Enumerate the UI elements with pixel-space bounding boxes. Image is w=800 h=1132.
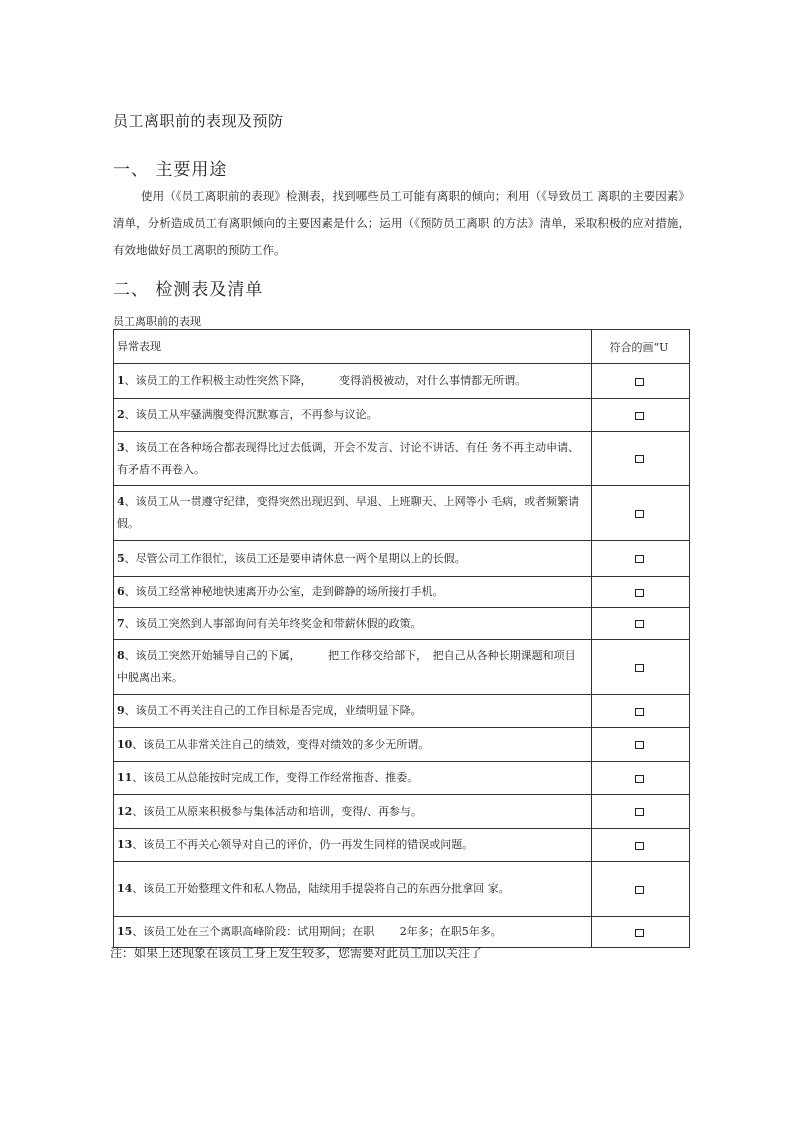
behavior-text [114,640,592,695]
match-cell [592,541,690,577]
table-row [114,695,690,728]
item-text: 、该员工的工作积极主动性突然下降， 变得消极被动，对什么事情都无所谓。 [124,374,527,387]
behavior-text [114,917,592,948]
item-number: 14 [117,882,133,895]
behavior-text [114,695,592,728]
item-number: 8 [117,649,125,662]
item-text: 、该员工从牢骚满腹变得沉默寡言，不再参与议论。 [124,408,378,421]
match-cell [592,432,690,486]
item-text: 、该员工突然开始辅导自己的下属， 把工作移交给部下， 把自己从各种长期课题和项目中脱离出来。 [117,649,576,684]
section-heading-purpose: 一、 主要用途 [113,160,228,180]
item-text: 、该员工从非常关注自己的绩效，变得对绩效的多少无所谓。 [132,737,430,751]
item-number: 5 [117,551,125,565]
table-row [114,795,690,829]
item-number: 3 [117,440,125,454]
match-cell [592,795,690,829]
header-behavior: 异常表现 [114,330,592,364]
table-row [114,486,690,541]
checkbox[interactable] [635,620,644,628]
item-text: 、该员工突然到人事部询问有关年终奖金和带薪休假的政策。 [124,616,422,630]
item-number: 4 [117,495,125,508]
item-text: 、该员工从总能按时完成工作，变得工作经常拖沓、推委。 [132,771,419,784]
match-cell [592,728,690,762]
item-text: 、该员工开始整理文件和私人物品，陆续用手提袋将自己的东西分批拿回 家。 [132,882,510,895]
item-number: 11 [117,771,133,784]
match-cell [592,608,690,640]
item-number: 2 [117,408,125,421]
table-header-row [114,330,690,364]
checkbox[interactable] [635,808,644,816]
behavior-text [114,541,592,577]
item-number: 6 [117,585,125,598]
behavior-text [114,829,592,862]
item-number: 12 [117,804,133,818]
behavior-text [114,795,592,829]
checkbox[interactable] [635,741,644,749]
section-heading-checklist: 二、 检测表及清单 [113,280,264,300]
item-text: 、该员工从原来积极参与集体活动和培训，变得/、再参与。 [132,804,423,818]
item-number: 15 [117,925,133,938]
item-number: 9 [117,704,125,717]
behavior-text [114,577,592,608]
match-cell [592,829,690,862]
table-row [114,364,690,399]
item-text: 、该员工不再关注自己的工作目标是否完成，业绩明显下降。 [124,704,422,717]
item-text: 、该员工不再关心领导对自己的评价，仍一再发生同样的错误或问题。 [132,838,474,851]
checkbox[interactable] [635,455,644,463]
table-caption: 员工离职前的表现 [113,315,201,328]
checkbox[interactable] [635,929,644,937]
checkbox[interactable] [635,708,644,716]
item-text: 、尽管公司工作很忙，该员工还是要申请休息一两个星期以上的长假。 [124,551,466,565]
match-cell [592,399,690,432]
table-row [114,829,690,862]
table-row [114,608,690,640]
checkbox[interactable] [635,664,644,672]
behavior-text [114,432,592,486]
behavior-text [114,862,592,917]
table-row [114,862,690,917]
behavior-checklist-table [113,329,690,948]
behavior-text [114,364,592,399]
table-row [114,762,690,795]
table-row [114,728,690,762]
match-cell [592,917,690,948]
checkbox[interactable] [635,775,644,783]
checkbox[interactable] [635,886,644,894]
behavior-text [114,608,592,640]
item-number: 7 [117,616,125,630]
match-cell [592,762,690,795]
item-text: 、该员工处在三个离职高峰阶段：试用期间；在职 2年多；在职5年多。 [132,925,502,938]
table-row [114,640,690,695]
checkbox[interactable] [635,412,644,420]
behavior-text [114,486,592,541]
checkbox[interactable] [635,589,644,597]
item-number: 1 [117,374,125,387]
match-cell [592,862,690,917]
checkbox[interactable] [635,510,644,518]
item-text: 、该员工在各种场合都表现得比过去低调，开会不发言、讨论不讲话、有任 务不再主动申请、有矛盾不再卷入。 [117,440,580,476]
behavior-text [114,399,592,432]
item-text: 、该员工从一贯遵守纪律，变得突然出现迟到、早退、上班聊天、上网等小 毛病，或者频繁请假。 [117,495,580,530]
match-cell [592,640,690,695]
item-number: 13 [117,838,133,851]
header-match: 符合的画“U [592,330,690,364]
table-row [114,917,690,948]
intro-paragraph: 使用（《员工离职前的表现》检测表，找到哪些员工可能有离职的倾向；利用（《导致员工 离职的主要因素》清单，分析造成员工有离职倾向的主要因素是什么；运用（《预防员工离职 的方法》清单，采取积极的应对措施，有效地做好员工离职的预防工作。 [113,189,690,257]
document-title: 员工离职前的表现及预防 [113,112,284,130]
behavior-text [114,728,592,762]
checkbox[interactable] [635,842,644,850]
match-cell [592,695,690,728]
footnote: 注：如果上述现象在该员工身上发生较多，您需要对此员工加以关注了 [110,946,483,960]
match-cell [592,364,690,399]
table-row [114,432,690,486]
behavior-text [114,762,592,795]
table-row [114,577,690,608]
table-row [114,541,690,577]
match-cell [592,486,690,541]
item-number: 10 [117,737,133,751]
table-row [114,399,690,432]
match-cell [592,577,690,608]
item-text: 、该员工经常神秘地快速离开办公室，走到僻静的场所接打手机。 [124,585,444,598]
checkbox[interactable] [635,378,644,386]
checkbox[interactable] [635,555,644,563]
